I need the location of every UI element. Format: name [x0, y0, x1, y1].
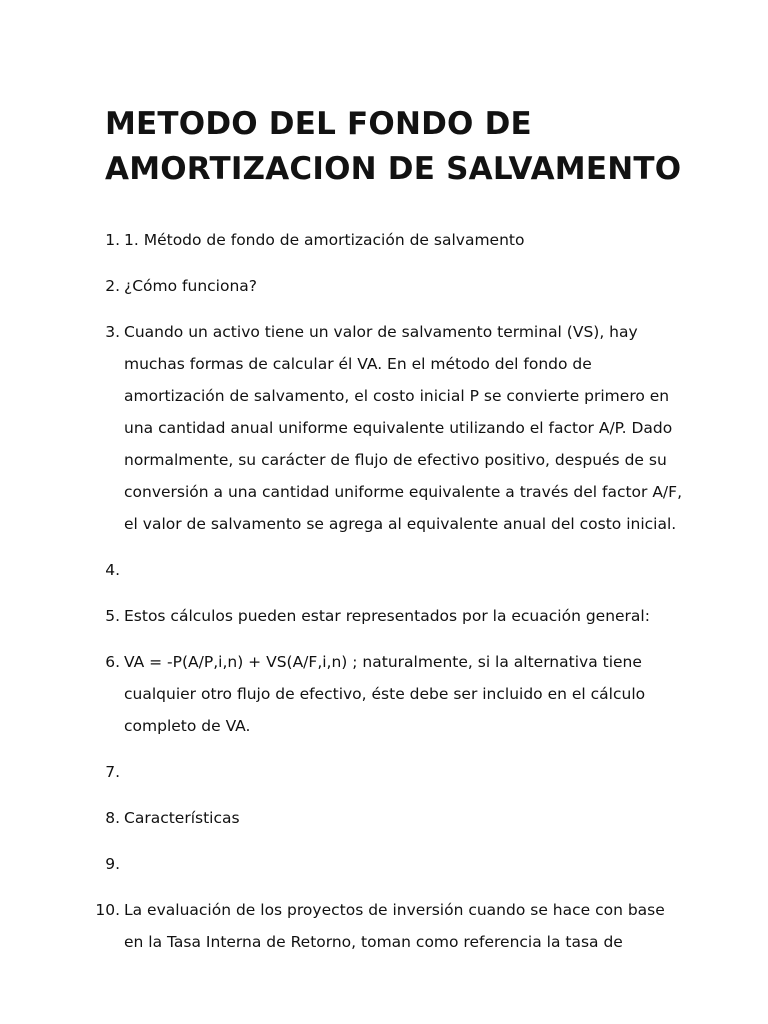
list-item-text: 1. Método de fondo de amortización de salvamento: [124, 231, 525, 249]
list-item-number: 3.: [105, 323, 120, 341]
list-item-text: La evaluación de los proyectos de inversión cuando se hace con base en la Tasa Interna de Retorno, toman como referencia la tasa de: [124, 901, 665, 951]
list-item-text: VA = -P(A/P,i,n) + VS(A/F,i,n) ; naturalmente, si la alternativa tiene cualquier otro flujo de efectivo, éste debe ser incluido en el cálculo completo de VA.: [124, 653, 646, 735]
list-item: [0, 802, 768, 834]
list-item-number: 2.: [105, 277, 120, 295]
list-item-text: [124, 554, 688, 586]
list-item: [0, 756, 768, 788]
list-item: [0, 646, 768, 742]
list-item-number: 10.: [95, 901, 120, 919]
list-item-number: 5.: [105, 607, 120, 625]
document-list: [0, 224, 768, 972]
list-item-number: 8.: [105, 809, 120, 827]
list-item: [0, 224, 768, 256]
list-item-text: ¿Cómo funciona?: [124, 277, 258, 295]
list-item: [0, 894, 768, 958]
list-item-text: Cuando un activo tiene un valor de salvamento terminal (VS), hay muchas formas de calcular él VA. En el método del fondo de amortización de salvamento, el costo inicial P se convierte primero en una cantidad anual uniforme equivalente utilizando el factor A/P. Dado normalmente, su carácter de flujo de efectivo positivo, después de su conversión a una cantidad uniforme equivalente a través del factor A/F, el valor de salvamento se agrega al equivalente anual del costo inicial.: [124, 323, 682, 533]
list-item: [0, 848, 768, 880]
list-item-number: 9.: [105, 855, 120, 873]
list-item-number: 7.: [105, 763, 120, 781]
list-item-text: Estos cálculos pueden estar representados por la ecuación general:: [124, 607, 650, 625]
list-item-number: 1.: [105, 231, 120, 249]
list-item-text: Características: [124, 809, 240, 827]
document-title: METODO DEL FONDO DE AMORTIZACION DE SALVAMENTO: [105, 106, 682, 187]
list-item: [0, 600, 768, 632]
list-item: [0, 316, 768, 540]
list-item-number: 4.: [105, 561, 120, 579]
list-item: [0, 270, 768, 302]
list-item-text: [124, 848, 688, 880]
list-item-text: [124, 756, 688, 788]
list-item-number: 6.: [105, 653, 120, 671]
list-item: [0, 554, 768, 586]
